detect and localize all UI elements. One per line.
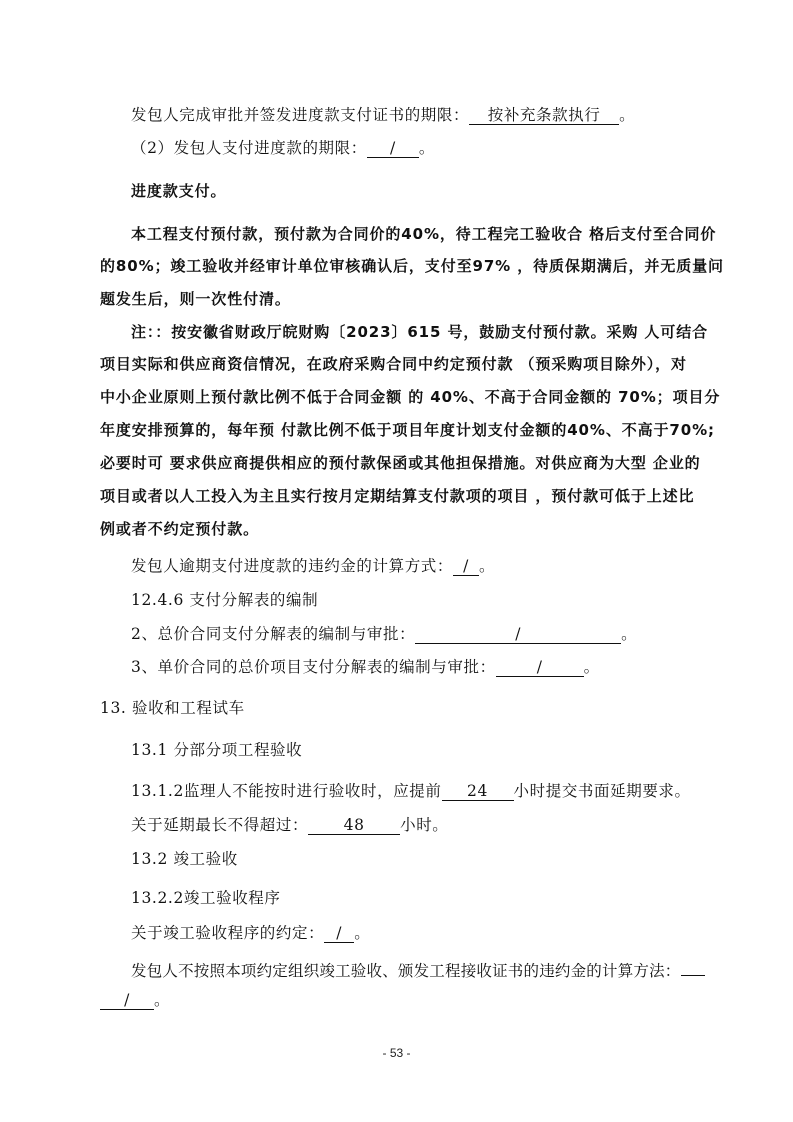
label-text: 。 bbox=[418, 139, 435, 157]
label-text: 关于延期最长不得超过： bbox=[131, 816, 309, 834]
subsection-heading: 12.4.6 支付分解表的编制 bbox=[131, 591, 319, 609]
fill-value: / bbox=[100, 991, 154, 1010]
label-text: 。 bbox=[354, 924, 371, 942]
fill-value: 48 bbox=[308, 816, 400, 835]
label-text: 2、总价合同支付分解表的编制与审批： bbox=[131, 625, 416, 643]
label-text: （2）发包人支付进度款的期限： bbox=[131, 139, 367, 157]
text-line bbox=[131, 781, 691, 801]
text-line bbox=[131, 815, 448, 835]
subsection-heading: 13.2 竣工验收 bbox=[131, 850, 238, 868]
text-line bbox=[131, 138, 435, 158]
note-line: 年度安排预算的，每年预 付款比例不低于项目年度计划支付金额的40%、不高于70%; bbox=[100, 421, 715, 439]
label-text: 小时。 bbox=[400, 816, 449, 834]
fill-value: 24 bbox=[442, 782, 514, 801]
label-text: 。 bbox=[479, 557, 496, 575]
section-heading: 进度款支付。 bbox=[131, 182, 227, 200]
fill-value: / bbox=[496, 658, 584, 677]
fill-value: / bbox=[453, 557, 479, 576]
label-text: 发包人逾期支付进度款的违约金的计算方式： bbox=[131, 557, 454, 575]
text-line bbox=[131, 957, 705, 981]
note-line: 项目或者以人工投入为主且实行按月定期结算支付款项的项目 ，预付款可低于上述比 bbox=[100, 487, 695, 505]
subsection-heading: 13.2.2竣工验收程序 bbox=[131, 889, 281, 907]
text-line bbox=[131, 105, 635, 125]
label-text: 发包人完成审批并签发进度款支付证书的期限： bbox=[131, 106, 470, 124]
paragraph-line: 的80%；竣工验收并经审计单位审核确认后，支付至97% ，待质保期满后，并无质量问 bbox=[100, 257, 724, 275]
fill-value: / bbox=[324, 924, 354, 943]
note-line: 注：：按安徽省财政厅皖财购〔2023〕615 号，鼓励支付预付款。采购 人可结合 bbox=[131, 323, 709, 341]
text-line bbox=[131, 556, 495, 576]
label-text: 。 bbox=[619, 106, 636, 124]
note-line: 项目实际和供应商资信情况，在政府采购合同中约定预付款 （预采购项目除外），对 bbox=[100, 355, 687, 373]
label-text: 发包人不按照本项约定组织竣工验收、颁发工程接收证书的违约金的计算方法： bbox=[131, 962, 681, 980]
label-text: 小时提交书面延期要求。 bbox=[513, 782, 691, 800]
label-text: 。 bbox=[621, 625, 638, 643]
fill-blank bbox=[681, 957, 705, 976]
fill-value: 按补充条款执行 bbox=[469, 106, 619, 125]
fill-value: / bbox=[367, 139, 419, 158]
paragraph-line: 本工程支付预付款，预付款为合同价的40%，待工程完工验收合 格后支付至合同价 bbox=[131, 225, 717, 243]
label-text: 。 bbox=[583, 658, 600, 676]
note-line: 中小企业原则上预付款比例不低于合同金额 的 40%、不高于合同金额的 70%；项目分 bbox=[100, 388, 721, 406]
page-number: - 53 - bbox=[382, 1046, 411, 1060]
fill-value: / bbox=[415, 625, 621, 644]
subsection-heading: 13.1 分部分项工程验收 bbox=[131, 741, 303, 759]
label-text: 3、单价合同的总价项目支付分解表的编制与审批： bbox=[131, 658, 496, 676]
note-line: 必要时可 要求供应商提供相应的预付款保函或其他担保措施。对供应商为大型 企业的 bbox=[100, 454, 701, 472]
text-line bbox=[131, 923, 370, 943]
label-text: 关于竣工验收程序的约定： bbox=[131, 924, 325, 942]
label-text: 。 bbox=[154, 991, 171, 1009]
paragraph-line: 题发生后，则一次性付清。 bbox=[100, 290, 291, 308]
label-text: 13.1.2监理人不能按时进行验收时，应提前 bbox=[131, 782, 442, 800]
text-line bbox=[131, 657, 600, 677]
text-line bbox=[131, 624, 637, 644]
section-heading: 13. 验收和工程试车 bbox=[100, 699, 245, 717]
note-line: 例或者不约定预付款。 bbox=[100, 520, 260, 538]
text-line bbox=[100, 990, 170, 1010]
